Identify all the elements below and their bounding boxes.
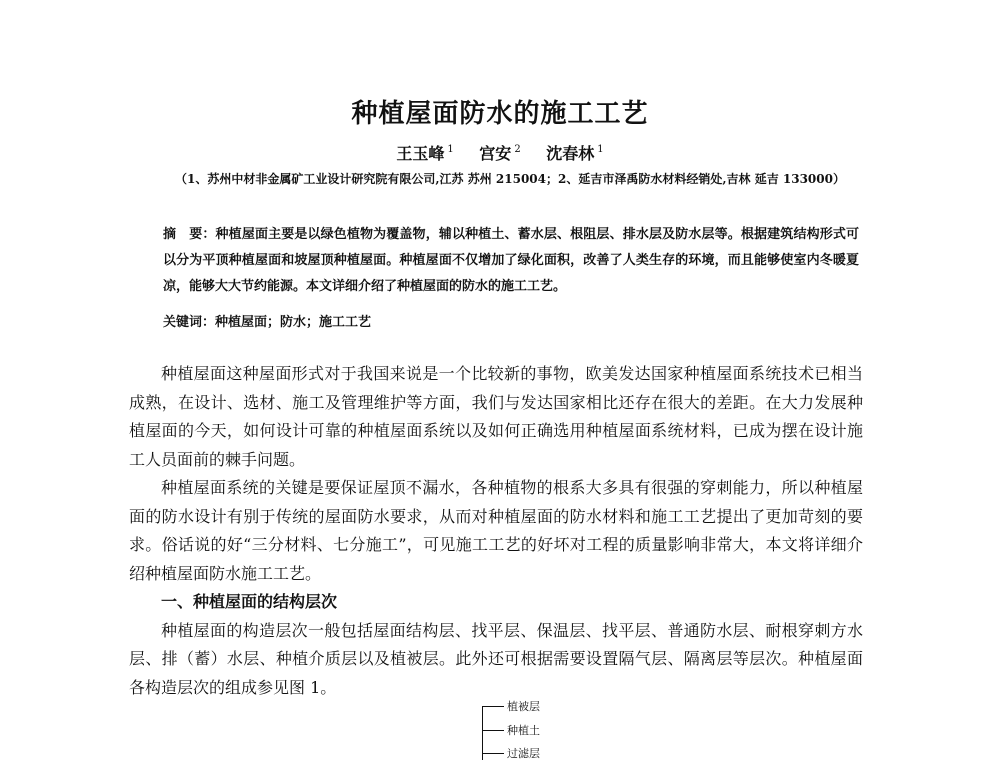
paragraph: 种植屋面系统的关键是要保证屋顶不漏水，各种植物的根系大多具有很强的穿刺能力，所以种植屋面的防水设计有别于传统的屋面防水要求，从而对种植屋面的防水材料和施工工艺提出了更加苛刻的要求。俗话说的好“三分材料、七分施工”，可见施工工艺的好坏对工程的质量影响非常大，本文将详细介绍种植屋面防水施工工艺。 xyxy=(129,478,863,583)
author-affil-mark: 1 xyxy=(447,144,454,155)
keywords-text: 种植屋面；防水；施工工艺 xyxy=(215,315,372,330)
section-heading: 一、种植屋面的结构层次 xyxy=(161,592,338,611)
figure-label: 植被层 xyxy=(507,700,540,713)
paragraph: 种植屋面的构造层次一般包括屋面结构层、找平层、保温层、找平层、普通防水层、耐根穿刺方水层、排（蓄）水层、种植介质层以及植被层。此外还可根据需要设置隔气层、隔离层等层次。种植屋面各构造层次的组成参见图 1。 xyxy=(129,620,863,697)
author xyxy=(546,144,603,163)
body-text xyxy=(129,360,863,702)
figure-1-layer-diagram xyxy=(470,700,590,760)
author xyxy=(396,144,453,163)
figure-tick xyxy=(482,706,504,707)
keywords-label: 关键词： xyxy=(163,315,216,330)
figure-tick xyxy=(482,730,504,731)
figure-tick xyxy=(482,753,504,754)
author-list xyxy=(0,141,1000,164)
affiliation: （1、苏州中材非金属矿工业设计研究院有限公司,江苏 苏州 215004；2、延吉市泽禹防水材料经销处,吉林 延吉 133000） xyxy=(175,172,845,186)
paragraph: 种植屋面这种屋面形式对于我国来说是一个比较新的事物，欧美发达国家种植屋面系统技术已相当成熟，在设计、选材、施工及管理维护等方面，我们与发达国家相比还存在很大的差距。在大力发展种植屋面的今天，如何设计可靠的种植屋面系统以及如何正确选用种植屋面系统材料，已成为摆在设计施工人员面前的棘手问题。 xyxy=(129,364,863,469)
abstract xyxy=(163,222,859,300)
author-affil-mark: 1 xyxy=(597,144,604,155)
author xyxy=(479,144,520,163)
abstract-label: 摘 要： xyxy=(163,227,216,242)
author-name: 王玉峰 xyxy=(396,144,445,163)
abstract-text: 种植屋面主要是以绿色植物为覆盖物，辅以种植土、蓄水层、根阻层、排水层及防水层等。根据建筑结构形式可以分为平顶种植屋面和坡屋顶种植屋面。种植屋面不仅增加了绿化面积，改善了人类生存的环境，而且能够使室内冬暖夏凉，能够大大节约能源。本文详细介绍了种植屋面的防水的施工工艺。 xyxy=(163,227,859,294)
paper-title: 种植屋面防水的施工工艺 xyxy=(351,99,649,129)
figure-label: 种植土 xyxy=(507,724,540,737)
author-affil-mark: 2 xyxy=(514,144,521,155)
figure-label: 过滤层 xyxy=(507,747,540,760)
keywords xyxy=(163,310,859,336)
figure-vertical-line xyxy=(482,706,483,760)
author-name: 沈春林 xyxy=(546,144,595,163)
author-name: 宫安 xyxy=(479,144,512,163)
